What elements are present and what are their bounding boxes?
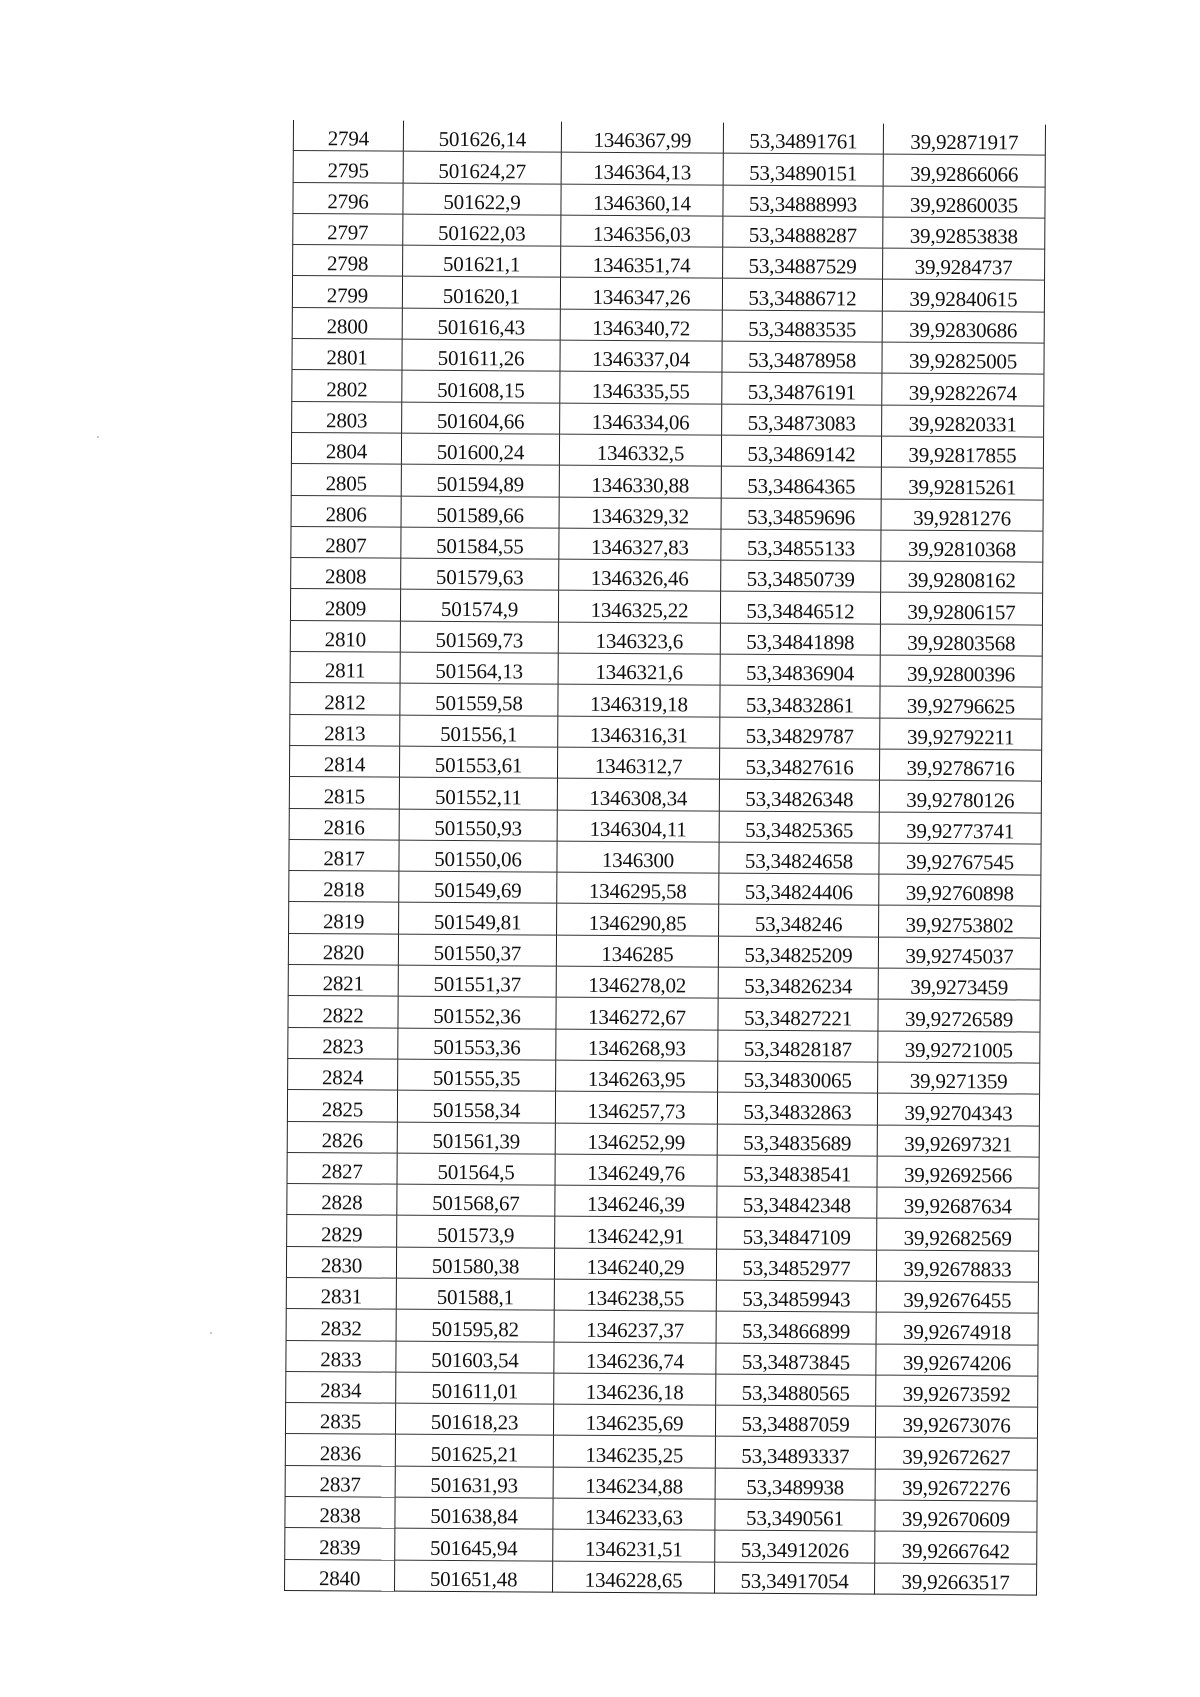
y-coordinate-cell: 1346332,5 [559,434,721,466]
x-coordinate-cell: 501568,67 [397,1184,555,1216]
latitude-cell: 53,34873083 [722,404,882,436]
longitude-cell: 39,92687634 [877,1187,1039,1219]
x-coordinate-cell: 501574,9 [400,590,558,622]
point-number-cell: 2796 [293,182,403,214]
x-coordinate-cell: 501608,15 [402,371,560,403]
latitude-cell: 53,34878958 [722,341,882,373]
y-coordinate-cell: 1346228,65 [553,1561,715,1593]
longitude-cell: 39,92803568 [880,624,1042,656]
point-number-cell: 2829 [287,1215,397,1247]
latitude-cell: 53,34832863 [717,1092,877,1124]
y-coordinate-cell: 1346234,88 [553,1467,715,1499]
longitude-cell: 39,92682569 [877,1218,1039,1250]
x-coordinate-cell: 501561,39 [397,1122,555,1154]
point-number-cell: 2828 [287,1184,397,1216]
point-number-cell: 2806 [291,495,401,527]
point-number-cell: 2839 [285,1528,395,1560]
x-coordinate-cell: 501580,38 [396,1247,554,1279]
longitude-cell: 39,92678833 [876,1250,1038,1282]
table-row [285,1497,1037,1533]
point-number-cell: 2811 [290,652,400,684]
y-coordinate-cell: 1346316,31 [558,716,720,748]
latitude-cell: 53,34829787 [720,717,880,749]
y-coordinate-cell: 1346360,14 [561,184,723,216]
x-coordinate-cell: 501552,36 [398,996,556,1028]
table-row [288,965,1040,1001]
x-coordinate-cell: 501626,14 [403,121,561,153]
point-number-cell: 2816 [289,808,399,840]
longitude-cell: 39,92673076 [875,1406,1037,1438]
x-coordinate-cell: 501549,81 [399,903,557,935]
table-row [289,777,1041,813]
longitude-cell: 39,92780126 [879,780,1041,812]
latitude-cell: 53,34826348 [719,779,879,811]
table-row [291,432,1043,468]
table-row [286,1371,1038,1407]
y-coordinate-cell: 1346240,29 [554,1248,716,1280]
y-coordinate-cell: 1346263,95 [556,1060,718,1092]
table-row [286,1309,1038,1345]
latitude-cell: 53,34891761 [723,123,883,155]
point-number-cell: 2794 [293,120,403,151]
y-coordinate-cell: 1346356,03 [561,215,723,247]
table-row [292,307,1044,343]
table-row [286,1246,1038,1282]
longitude-cell: 39,92673592 [876,1375,1038,1407]
x-coordinate-cell: 501622,9 [403,183,561,215]
x-coordinate-cell: 501573,9 [397,1216,555,1248]
point-number-cell: 2827 [287,1152,397,1184]
x-coordinate-cell: 501550,37 [398,934,556,966]
x-coordinate-cell: 501618,23 [395,1403,553,1435]
y-coordinate-cell: 1346329,32 [559,497,721,529]
y-coordinate-cell: 1346326,46 [559,559,721,591]
table-row [285,1528,1037,1564]
x-coordinate-cell: 501584,55 [401,527,559,559]
latitude-cell: 53,34836904 [720,654,880,686]
y-coordinate-cell: 1346238,55 [554,1279,716,1311]
table-row [293,182,1045,218]
y-coordinate-cell: 1346364,13 [561,152,723,184]
longitude-cell: 39,92820331 [882,405,1044,437]
latitude-cell: 53,3489938 [715,1468,875,1500]
x-coordinate-cell: 501594,89 [401,464,559,496]
y-coordinate-cell: 1346337,04 [560,340,722,372]
table-row [293,120,1045,155]
longitude-cell: 39,92674918 [876,1312,1038,1344]
coordinates-table-body [285,120,1046,1595]
longitude-cell: 39,92853838 [883,217,1045,249]
longitude-cell: 39,92860035 [883,186,1045,218]
point-number-cell: 2800 [292,307,402,339]
y-coordinate-cell: 1346252,99 [555,1123,717,1155]
x-coordinate-cell: 501558,34 [397,1090,555,1122]
table-row [289,871,1041,907]
latitude-cell: 53,34855133 [721,529,881,561]
latitude-cell: 53,34825365 [719,811,879,843]
longitude-cell: 39,92767545 [879,843,1041,875]
point-number-cell: 2821 [288,965,398,997]
point-number-cell: 2820 [288,933,398,965]
point-number-cell: 2837 [285,1465,395,1497]
point-number-cell: 2805 [291,464,401,496]
point-number-cell: 2804 [291,432,401,464]
point-number-cell: 2838 [285,1497,395,1529]
longitude-cell: 39,92721005 [878,1031,1040,1063]
latitude-cell: 53,34825209 [718,936,878,968]
longitude-cell: 39,92806157 [880,593,1042,625]
point-number-cell: 2813 [290,714,400,746]
point-number-cell: 2833 [286,1340,396,1372]
latitude-cell: 53,34824406 [719,873,879,905]
y-coordinate-cell: 1346242,91 [555,1217,717,1249]
longitude-cell: 39,92726589 [878,999,1040,1031]
y-coordinate-cell: 1346351,74 [561,246,723,278]
y-coordinate-cell: 1346334,06 [560,403,722,435]
y-coordinate-cell: 1346321,6 [558,653,720,685]
y-coordinate-cell: 1346347,26 [560,278,722,310]
latitude-cell: 53,34828187 [718,1030,878,1062]
latitude-cell: 53,34830065 [718,1061,878,1093]
table-row [287,1152,1039,1188]
point-number-cell: 2819 [289,902,399,934]
table-row [292,401,1044,437]
point-number-cell: 2808 [291,558,401,590]
y-coordinate-cell: 1346285 [556,935,718,967]
longitude-cell: 39,92796625 [880,686,1042,718]
latitude-cell: 53,34869142 [721,435,881,467]
table-row [293,213,1045,249]
table-row [285,1403,1037,1439]
y-coordinate-cell: 1346235,69 [553,1404,715,1436]
point-number-cell: 2795 [293,151,403,183]
table-row [293,245,1045,281]
y-coordinate-cell: 1346304,11 [557,810,719,842]
latitude-cell: 53,34852977 [716,1249,876,1281]
table-row [287,1184,1039,1220]
point-number-cell: 2812 [290,683,400,715]
y-coordinate-cell: 1346268,93 [556,1029,718,1061]
point-number-cell: 2836 [285,1434,395,1466]
point-number-cell: 2830 [286,1246,396,1278]
point-number-cell: 2807 [291,526,401,558]
y-coordinate-cell: 1346367,99 [561,122,723,154]
x-coordinate-cell: 501595,82 [396,1309,554,1341]
latitude-cell: 53,34886712 [722,279,882,311]
longitude-cell: 39,92672276 [875,1469,1037,1501]
table-row [286,1340,1038,1376]
table-row [288,1058,1040,1094]
latitude-cell: 53,34838541 [717,1155,877,1187]
x-coordinate-cell: 501600,24 [401,433,559,465]
point-number-cell: 2822 [288,996,398,1028]
latitude-cell: 53,34866899 [716,1311,876,1343]
longitude-cell: 39,92773741 [879,812,1041,844]
y-coordinate-cell: 1346246,39 [555,1185,717,1217]
latitude-cell: 53,34850739 [721,560,881,592]
table-row [285,1434,1037,1470]
table-row [289,745,1041,781]
point-number-cell: 2809 [290,589,400,621]
table-row [292,370,1044,406]
latitude-cell: 53,34880565 [716,1374,876,1406]
point-number-cell: 2797 [293,213,403,245]
latitude-cell: 53,34846512 [720,592,880,624]
x-coordinate-cell: 501579,63 [401,558,559,590]
latitude-cell: 53,34826234 [718,967,878,999]
y-coordinate-cell: 1346231,51 [553,1529,715,1561]
x-coordinate-cell: 501624,27 [403,151,561,183]
x-coordinate-cell: 501550,93 [399,809,557,841]
latitude-cell: 53,34841898 [720,623,880,655]
table-row [290,620,1042,656]
y-coordinate-cell: 1346290,85 [557,904,719,936]
table-row [290,714,1042,750]
x-coordinate-cell: 501645,94 [395,1529,553,1561]
longitude-cell: 39,92830686 [882,311,1044,343]
x-coordinate-cell: 501638,84 [395,1497,553,1529]
table-row [290,589,1042,625]
longitude-cell: 39,92786716 [879,749,1041,781]
point-number-cell: 2840 [285,1559,395,1591]
table-row [288,996,1040,1032]
y-coordinate-cell: 1346272,67 [556,997,718,1029]
table-row [287,1215,1039,1251]
x-coordinate-cell: 501616,43 [402,308,560,340]
x-coordinate-cell: 501603,54 [396,1341,554,1373]
y-coordinate-cell: 1346340,72 [560,309,722,341]
x-coordinate-cell: 501564,5 [397,1153,555,1185]
latitude-cell: 53,34835689 [717,1124,877,1156]
latitude-cell: 53,348246 [719,905,879,937]
point-number-cell: 2826 [287,1121,397,1153]
longitude-cell: 39,92692566 [877,1156,1039,1188]
latitude-cell: 53,34883535 [722,310,882,342]
table-row [289,902,1041,938]
x-coordinate-cell: 501588,1 [396,1278,554,1310]
point-number-cell: 2798 [293,245,403,277]
latitude-cell: 53,34847109 [717,1218,877,1250]
latitude-cell: 53,34873845 [716,1343,876,1375]
latitude-cell: 53,34912026 [715,1530,875,1562]
latitude-cell: 53,34890151 [723,153,883,185]
x-coordinate-cell: 501555,35 [398,1059,556,1091]
longitude-cell: 39,92697321 [877,1125,1039,1157]
table-row [290,683,1042,719]
latitude-cell: 53,34888287 [723,216,883,248]
longitude-cell: 39,92792211 [880,718,1042,750]
x-coordinate-cell: 501552,11 [399,777,557,809]
latitude-cell: 53,34824658 [719,842,879,874]
y-coordinate-cell: 1346312,7 [557,747,719,779]
x-coordinate-cell: 501622,03 [403,214,561,246]
point-number-cell: 2814 [289,745,399,777]
latitude-cell: 53,34887059 [715,1405,875,1437]
table-row [288,933,1040,969]
longitude-cell: 39,92704343 [877,1093,1039,1125]
x-coordinate-cell: 501611,26 [402,339,560,371]
x-coordinate-cell: 501551,37 [398,965,556,997]
longitude-cell: 39,92800396 [880,655,1042,687]
latitude-cell: 53,34827616 [719,748,879,780]
x-coordinate-cell: 501569,73 [400,621,558,653]
x-coordinate-cell: 501550,06 [399,840,557,872]
table-row [291,526,1043,562]
table-row [286,1277,1038,1313]
latitude-cell: 53,34888993 [723,185,883,217]
point-number-cell: 2801 [292,339,402,371]
point-number-cell: 2832 [286,1309,396,1341]
y-coordinate-cell: 1346237,37 [554,1310,716,1342]
x-coordinate-cell: 501621,1 [403,245,561,277]
longitude-cell: 39,92753802 [879,906,1041,938]
table-row [291,464,1043,500]
scan-speck [97,436,99,438]
latitude-cell: 53,34827221 [718,998,878,1030]
x-coordinate-cell: 501556,1 [400,715,558,747]
longitude-cell: 39,92745037 [878,937,1040,969]
x-coordinate-cell: 501651,48 [395,1560,553,1592]
point-number-cell: 2831 [286,1277,396,1309]
y-coordinate-cell: 1346325,22 [558,591,720,623]
x-coordinate-cell: 501631,93 [395,1466,553,1498]
y-coordinate-cell: 1346335,55 [560,372,722,404]
y-coordinate-cell: 1346233,63 [553,1498,715,1530]
longitude-cell: 39,92663517 [875,1563,1037,1595]
point-number-cell: 2823 [288,1027,398,1059]
x-coordinate-cell: 501611,01 [396,1372,554,1404]
longitude-cell: 39,9271359 [878,1062,1040,1094]
table-row [291,495,1043,531]
point-number-cell: 2818 [289,871,399,903]
x-coordinate-cell: 501559,58 [400,684,558,716]
y-coordinate-cell: 1346323,6 [558,622,720,654]
point-number-cell: 2803 [292,401,402,433]
y-coordinate-cell: 1346257,73 [555,1091,717,1123]
y-coordinate-cell: 1346249,76 [555,1154,717,1186]
table-row [289,839,1041,875]
x-coordinate-cell: 501549,69 [399,871,557,903]
table-row [287,1090,1039,1126]
longitude-cell: 39,92817855 [881,436,1043,468]
longitude-cell: 39,92667642 [875,1531,1037,1563]
longitude-cell: 39,92808162 [881,561,1043,593]
longitude-cell: 39,92840615 [882,280,1044,312]
x-coordinate-cell: 501553,36 [398,1028,556,1060]
y-coordinate-cell: 1346278,02 [556,966,718,998]
longitude-cell: 39,92822674 [882,373,1044,405]
point-number-cell: 2810 [290,620,400,652]
table-row [288,1027,1040,1063]
point-number-cell: 2834 [286,1371,396,1403]
scan-speck [210,1332,212,1334]
y-coordinate-cell: 1346330,88 [559,465,721,497]
latitude-cell: 53,34876191 [722,373,882,405]
table-row [289,808,1041,844]
latitude-cell: 53,34859696 [721,498,881,530]
longitude-cell: 39,92674206 [876,1344,1038,1376]
longitude-cell: 39,92866066 [883,154,1045,186]
point-number-cell: 2817 [289,839,399,871]
table-row [287,1121,1039,1157]
point-number-cell: 2824 [288,1058,398,1090]
x-coordinate-cell: 501625,21 [395,1435,553,1467]
longitude-cell: 39,9273459 [878,968,1040,1000]
point-number-cell: 2825 [287,1090,397,1122]
longitude-cell: 39,9281276 [881,499,1043,531]
table-row [285,1465,1037,1501]
latitude-cell: 53,34917054 [715,1562,875,1594]
table-row [292,339,1044,375]
x-coordinate-cell: 501564,13 [400,652,558,684]
y-coordinate-cell: 1346327,83 [559,528,721,560]
table-row [293,151,1045,187]
table-row [285,1559,1037,1595]
point-number-cell: 2815 [289,777,399,809]
longitude-cell: 39,92670609 [875,1500,1037,1532]
table-row [292,276,1044,312]
longitude-cell: 39,92810368 [881,530,1043,562]
point-number-cell: 2802 [292,370,402,402]
y-coordinate-cell: 1346295,58 [557,872,719,904]
latitude-cell: 53,34832861 [720,685,880,717]
y-coordinate-cell: 1346236,74 [554,1342,716,1374]
longitude-cell: 39,92825005 [882,342,1044,374]
y-coordinate-cell: 1346300 [557,841,719,873]
x-coordinate-cell: 501604,66 [402,402,560,434]
latitude-cell: 53,34887529 [723,247,883,279]
y-coordinate-cell: 1346319,18 [558,684,720,716]
latitude-cell: 53,34864365 [721,466,881,498]
x-coordinate-cell: 501589,66 [401,496,559,528]
point-number-cell: 2799 [292,276,402,308]
latitude-cell: 53,3490561 [715,1499,875,1531]
longitude-cell: 39,92760898 [879,874,1041,906]
latitude-cell: 53,34893337 [715,1437,875,1469]
point-number-cell: 2835 [285,1403,395,1435]
table-row [291,558,1043,594]
longitude-cell: 39,92676455 [876,1281,1038,1313]
coordinates-table [284,120,1046,1596]
x-coordinate-cell: 501620,1 [402,277,560,309]
longitude-cell: 39,92815261 [881,467,1043,499]
latitude-cell: 53,34842348 [717,1186,877,1218]
y-coordinate-cell: 1346236,18 [554,1373,716,1405]
y-coordinate-cell: 1346308,34 [557,778,719,810]
y-coordinate-cell: 1346235,25 [553,1436,715,1468]
latitude-cell: 53,34859943 [716,1280,876,1312]
longitude-cell: 39,92871917 [883,124,1045,156]
longitude-cell: 39,92672627 [875,1438,1037,1470]
x-coordinate-cell: 501553,61 [399,746,557,778]
longitude-cell: 39,9284737 [883,248,1045,280]
table-row [290,652,1042,688]
